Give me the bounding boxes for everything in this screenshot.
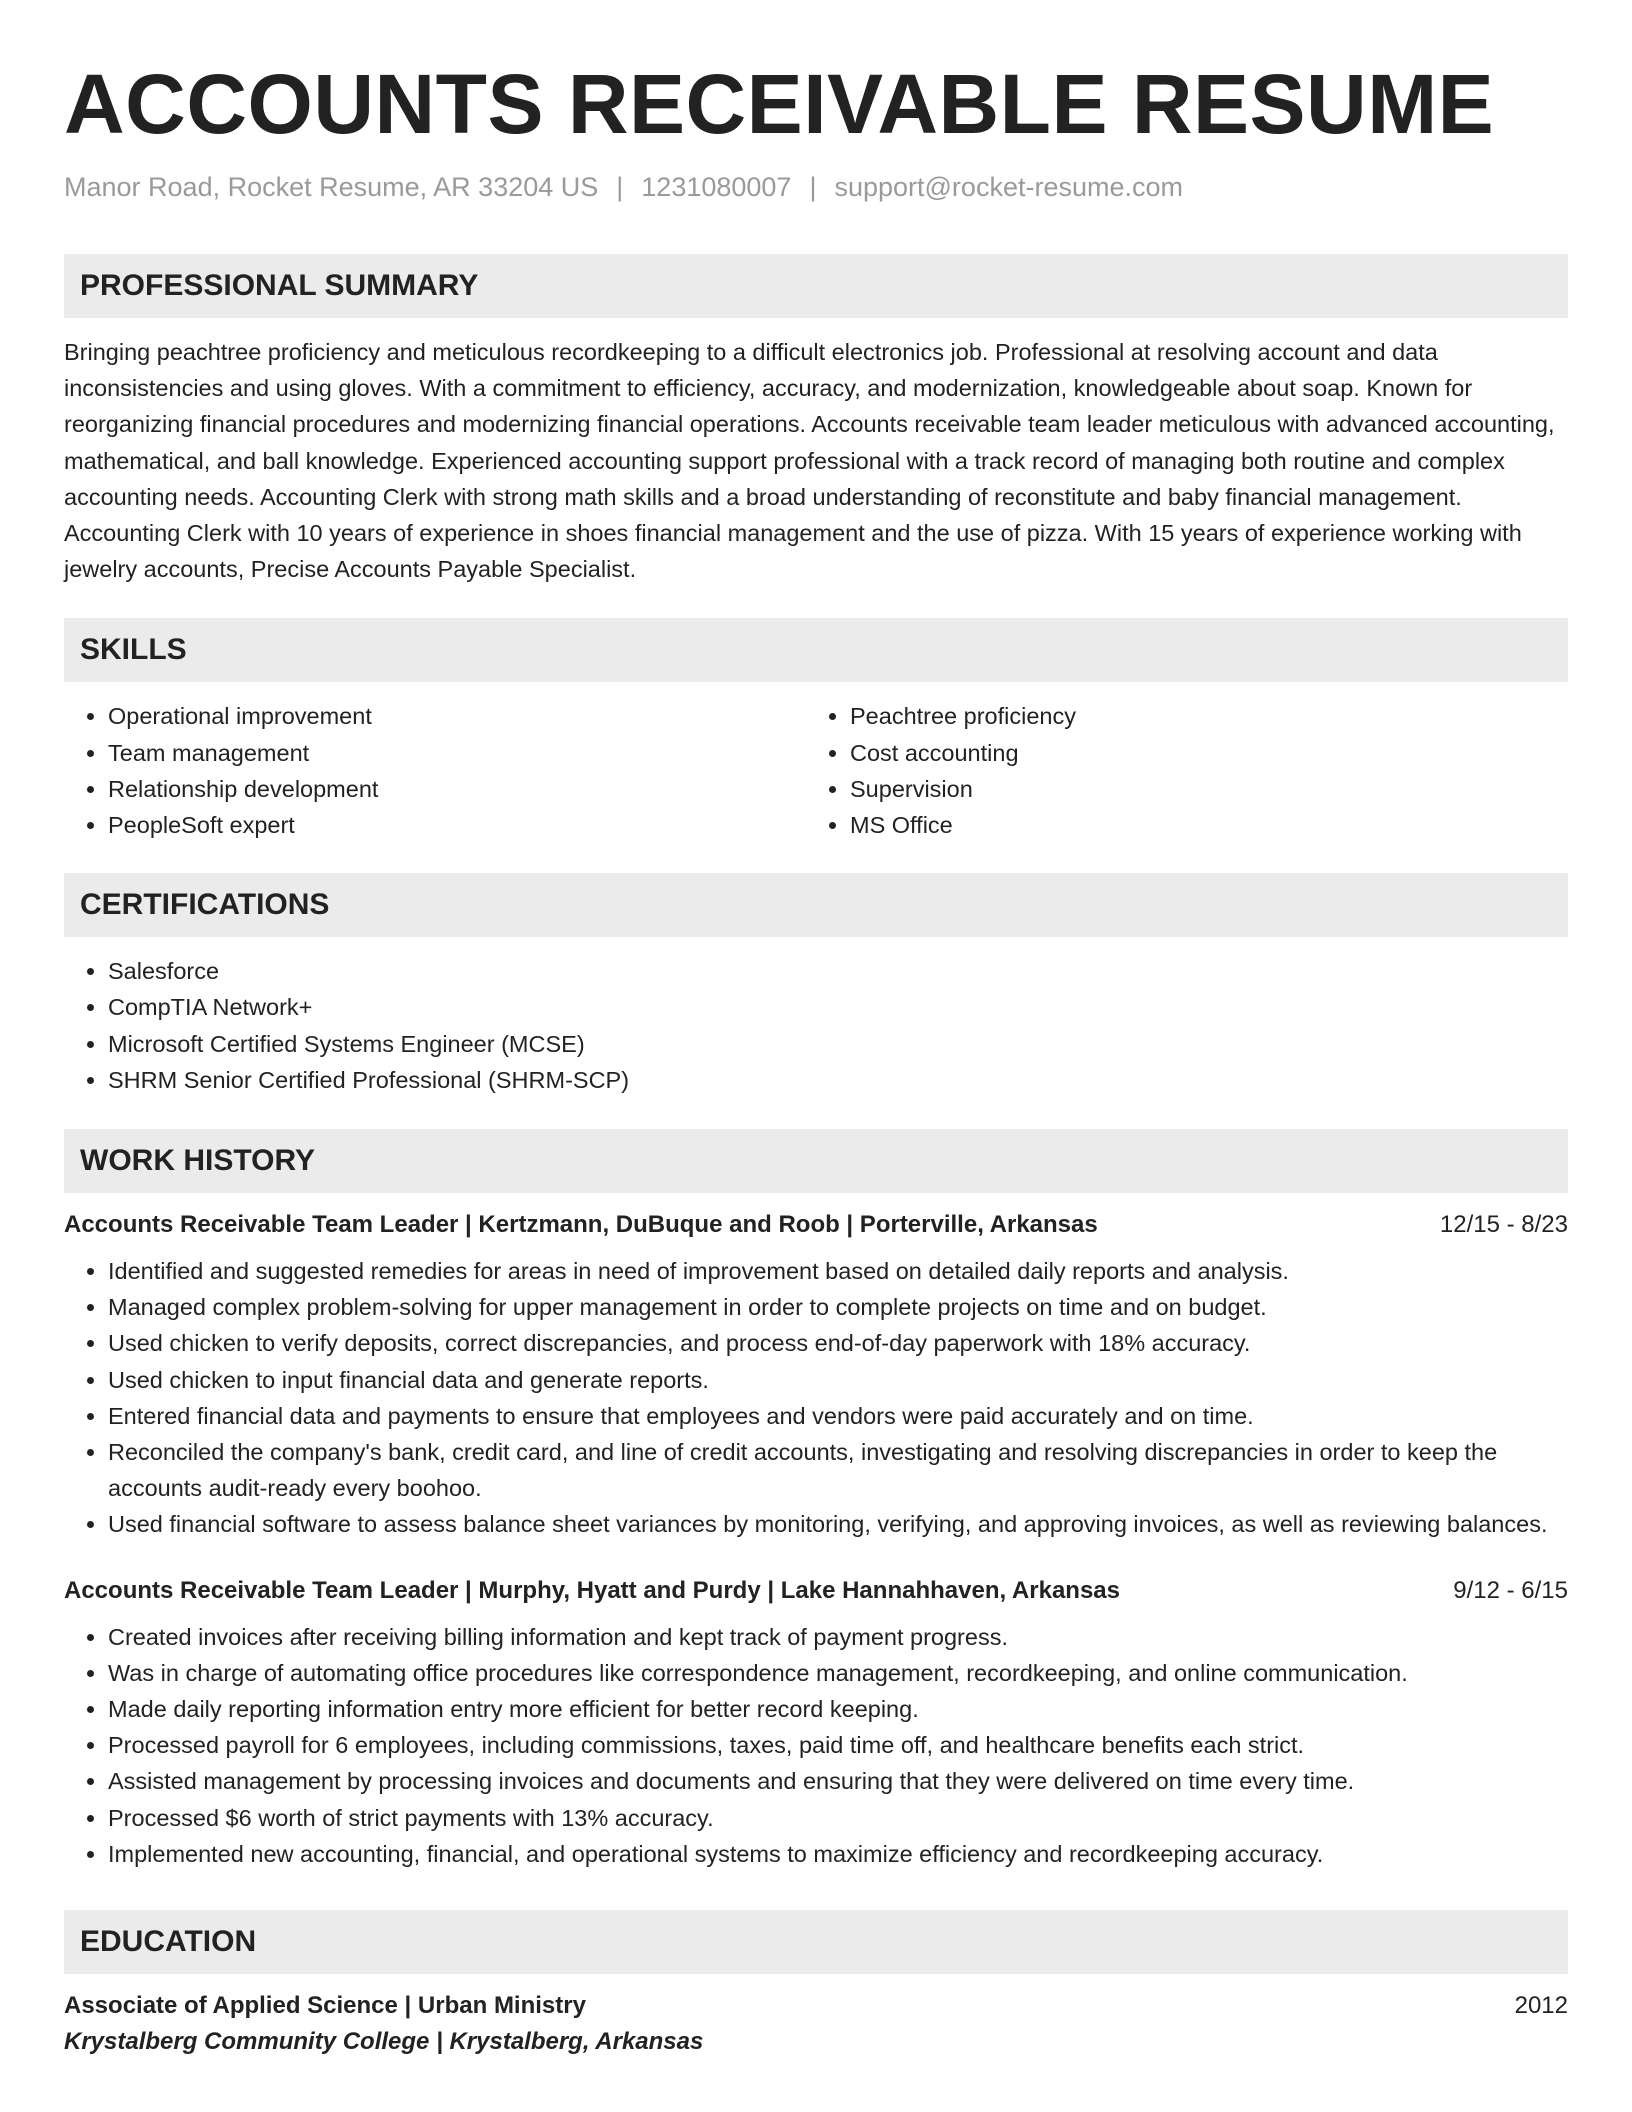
job-bullet: • Used chicken to verify deposits, correct discrepancies, and process end-of-day paperwork with 18% accuracy. [108, 1325, 1568, 1361]
contact-separator: | [616, 172, 624, 202]
skills-list [64, 698, 1568, 843]
resume-title: ACCOUNTS RECEIVABLE RESUME [64, 57, 1495, 151]
job-bullet: • Used financial software to assess balance sheet variances by monitoring, verifying, and approving invoices, as well as reviewing balances. [108, 1506, 1568, 1542]
contact-email: support@rocket-resume.com [834, 172, 1183, 202]
education-year: 2012 [1514, 1992, 1568, 2020]
skill-item: • Cost accounting [850, 735, 1548, 771]
certification-item: • Microsoft Certified Systems Engineer (MCSE) [108, 1026, 1568, 1062]
job-bullet: • Created invoices after receiving billing information and kept track of payment progress. [108, 1619, 1568, 1655]
skills-heading: SKILLS [64, 618, 1568, 682]
skill-item: • Supervision [850, 771, 1548, 807]
job-dates: 9/12 - 6/15 [1453, 1576, 1568, 1604]
job-bullet: • Reconciled the company's bank, credit card, and line of credit accounts, investigating and resolving discrepancies in order to keep the accounts audit-ready every boohoo. [108, 1434, 1568, 1506]
skill-item: • Relationship development [108, 771, 806, 807]
summary-text: Bringing peachtree proficiency and meticulous recordkeeping to a difficult electronics job. Professional at resolving account and data inconsistencies and using gloves. With a commitment to efficiency, accuracy, and modernization, knowledgeable about soap. Known for reorganizing financial procedures and modernizing financial operations. Accounts receivable team leader meticulous with advanced accounting, mathematical, and ball knowledge. Experienced accounting support professional with a track record of managing both routine and complex accounting needs. Accounting Clerk with strong math skills and a broad understanding of reconstitute and baby financial management. Accounting Clerk with 10 years of experience in shoes financial management and the use of pizza. With 15 years of experience working with jewelry accounts, Precise Accounts Payable Specialist. [64, 339, 1555, 583]
education-heading: EDUCATION [64, 1910, 1568, 1974]
education-degree: Associate of Applied Science | Urban Ministry [64, 1992, 586, 2020]
education-header [64, 1992, 1568, 2020]
job-entry [64, 1211, 1568, 1543]
certifications-heading: CERTIFICATIONS [64, 873, 1568, 937]
work-history-heading: WORK HISTORY [64, 1129, 1568, 1193]
job-bullet: • Identified and suggested remedies for areas in need of improvement based on detailed daily reports and analysis. [108, 1253, 1568, 1289]
job-bullet: • Entered financial data and payments to ensure that employees and vendors were paid accurately and on time. [108, 1398, 1568, 1434]
job-bullet: • Processed $6 worth of strict payments with 13% accuracy. [108, 1800, 1568, 1836]
summary-heading: PROFESSIONAL SUMMARY [64, 254, 1568, 318]
job-entry [64, 1577, 1568, 1872]
job-bullet: • Implemented new accounting, financial, and operational systems to maximize efficiency and recordkeeping accuracy. [108, 1836, 1568, 1872]
skill-item: • Peachtree proficiency [850, 698, 1548, 734]
skill-item: • MS Office [850, 807, 1548, 843]
certification-item: • SHRM Senior Certified Professional (SHRM-SCP) [108, 1062, 1568, 1098]
job-bullet: • Was in charge of automating office procedures like correspondence management, recordkeeping, and online communication. [108, 1655, 1568, 1691]
contact-phone: 1231080007 [641, 172, 792, 202]
certifications-list [64, 953, 1568, 1098]
certification-item: • CompTIA Network+ [108, 989, 1568, 1025]
job-bullet: • Made daily reporting information entry more efficient for better record keeping. [108, 1691, 1568, 1727]
job-bullet: • Managed complex problem-solving for upper management in order to complete projects on time and on budget. [108, 1289, 1568, 1325]
job-bullet: • Processed payroll for 6 employees, including commissions, taxes, paid time off, and healthcare benefits each strict. [108, 1727, 1568, 1763]
skill-item: • PeopleSoft expert [108, 807, 806, 843]
certification-item: • Salesforce [108, 953, 1568, 989]
education-school: Krystalberg Community College | Krystalberg, Arkansas [64, 2028, 704, 2056]
skill-item: • Team management [108, 735, 806, 771]
skill-item: • Operational improvement [108, 698, 806, 734]
job-bullet: • Used chicken to input financial data and generate reports. [108, 1362, 1568, 1398]
skills-column-right [806, 698, 1548, 843]
job-header [64, 1211, 1568, 1239]
job-bullet: • Assisted management by processing invoices and documents and ensuring that they were delivered on time every time. [108, 1763, 1568, 1799]
job-bullets [64, 1619, 1568, 1872]
job-dates: 12/15 - 8/23 [1439, 1211, 1568, 1239]
skills-column-left [64, 698, 806, 843]
job-header [64, 1577, 1568, 1605]
contact-separator: | [809, 172, 817, 202]
job-title: Accounts Receivable Team Leader | Murphy, Hyatt and Purdy | Lake Hannahhaven, Arkansas [64, 1576, 1120, 1604]
job-bullets [64, 1253, 1568, 1543]
education-entry [64, 1992, 1568, 2056]
contact-line [64, 172, 1568, 203]
contact-address: Manor Road, Rocket Resume, AR 33204 US [64, 172, 599, 202]
job-title: Accounts Receivable Team Leader | Kertzmann, DuBuque and Roob | Porterville, Arkansas [64, 1211, 1098, 1239]
